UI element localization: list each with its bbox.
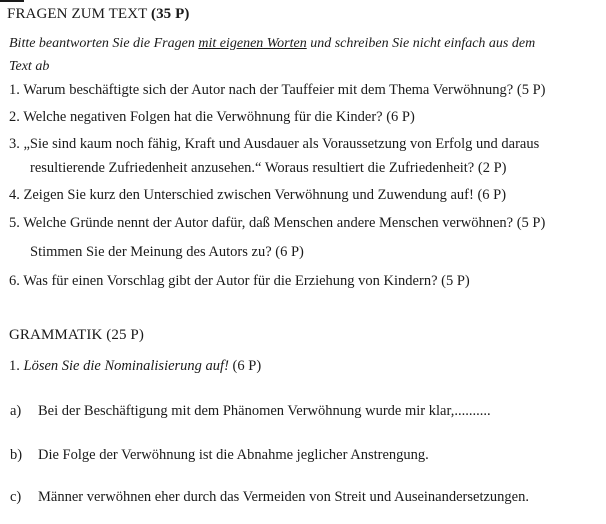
question-number: 4.: [9, 187, 20, 203]
item-label: a): [10, 403, 22, 419]
section1-heading: [7, 5, 190, 23]
item-text: Bei der Beschäftigung mit dem Phänomen Verwöhnung wurde mir klar,..........: [38, 403, 491, 419]
instruction-before: Bitte beantworten Sie die Fragen: [9, 36, 199, 51]
item-label: b): [10, 447, 23, 463]
item-label: c): [10, 489, 22, 505]
question-4: [9, 186, 506, 204]
instruction-after: und schreiben Sie nicht einfach aus dem: [306, 36, 536, 51]
section2-heading: GRAMMATIK (25 P): [9, 327, 144, 343]
section1-points: (35 P): [150, 6, 190, 22]
question-6: [9, 272, 470, 290]
question-text: „Sie sind kaum noch fähig, Kraft und Ausdauer als Voraussetzung von Erfolg und daraus: [23, 136, 540, 152]
instruction-line-2: Text ab: [9, 59, 50, 74]
item-text: Die Folge der Verwöhnung ist die Abnahme jeglicher Anstrengung.: [38, 447, 429, 463]
question-5: [9, 214, 545, 232]
grammar-item-a: [10, 402, 491, 420]
question-text: Zeigen Sie kurz den Unterschied zwischen Verwöhnung und Zuwendung auf! (6 P): [23, 187, 507, 203]
question-5-continuation: Stimmen Sie der Meinung des Autors zu? (6 P): [30, 244, 304, 260]
grammar-task-1: [9, 357, 261, 375]
question-3: [9, 135, 539, 153]
question-number: 3.: [9, 136, 20, 152]
question-number: 5.: [9, 215, 20, 231]
top-rule: [0, 0, 24, 2]
instruction-underlined: mit eigenen Worten: [198, 36, 307, 51]
instruction-line-1: [9, 35, 535, 53]
question-text: Welche negativen Folgen hat die Verwöhnung für die Kinder? (6 P): [23, 109, 415, 125]
question-text: Welche Gründe nennt der Autor dafür, daß Menschen andere Menschen verwöhnen? (5 P): [23, 215, 546, 231]
task-points: (6 P): [232, 358, 262, 374]
grammar-item-c: [10, 488, 529, 506]
question-1: [9, 81, 545, 99]
question-2: [9, 108, 415, 126]
item-text: Männer verwöhnen eher durch das Vermeiden von Streit und Auseinandersetzungen.: [38, 489, 529, 505]
grammar-item-b: [10, 446, 429, 464]
question-number: 2.: [9, 109, 20, 125]
task-title: Lösen Sie die Nominalisierung auf!: [23, 358, 229, 374]
question-number: 6.: [9, 273, 20, 289]
question-text: Warum beschäftigte sich der Autor nach der Tauffeier mit dem Thema Verwöhnung? (5 P): [23, 82, 546, 98]
section1-title: FRAGEN ZUM TEXT: [7, 6, 148, 22]
question-3-continuation: resultierende Zufriedenheit anzusehen.“ Woraus resultiert die Zufriedenheit? (2 P): [30, 160, 507, 176]
question-number: 1.: [9, 82, 20, 98]
task-number: 1.: [9, 358, 20, 374]
question-text: Was für einen Vorschlag gibt der Autor für die Erziehung von Kindern? (5 P): [23, 273, 470, 289]
